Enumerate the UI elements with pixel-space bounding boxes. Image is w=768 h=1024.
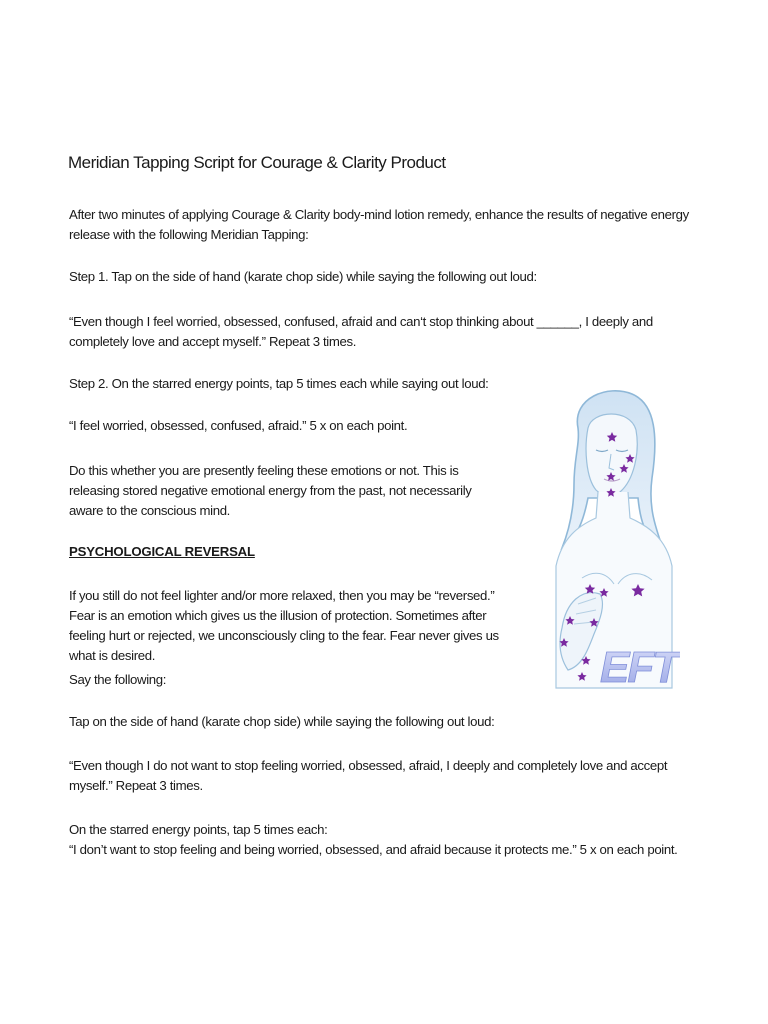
page-title: Meridian Tapping Script for Courage & Clarity Product (68, 153, 446, 172)
quote1-paragraph: “Even though I feel worried, obsessed, confused, afraid and can‘t stop thinking about ______, I deeply and completely love and accept myself.” Repeat 3 times. (69, 314, 653, 349)
say-following-text: Say the following: (69, 672, 167, 687)
step2-paragraph: Step 2. On the starred energy points, tap 5 times each while saying out loud: (69, 376, 489, 391)
starred-points-text: On the starred energy points, tap 5 times each: (69, 822, 328, 837)
intro-paragraph: After two minutes of applying Courage & Clarity body-mind lotion remedy, enhance the results of negative energy release with the following Meridian Tapping: (69, 207, 689, 242)
reversal-heading: PSYCHOLOGICAL REVERSAL (69, 544, 255, 559)
reversal-paragraph: If you still do not feel lighter and/or more relaxed, then you may be “reversed.” Fear is an emotion which gives us the illusion of protection. Sometimes after feeling hurt or rejected, we unconsciously cling to the fear. Fear never gives us what is desired. (69, 588, 499, 663)
eft-figure (548, 388, 680, 694)
eft-logo-text: EFT (600, 643, 678, 692)
note-paragraph: Do this whether you are presently feeling these emotions or not. This is releasing stored negative emotional energy from the past, not necessarily aware to the conscious mind. (69, 463, 472, 518)
step1-paragraph: Step 1. Tap on the side of hand (karate chop side) while saying the following out loud: (69, 269, 537, 284)
quote4-paragraph: “I don’t want to stop feeling and being worried, obsessed, and afraid because it protects me.” 5 x on each point. (69, 842, 678, 857)
tap-side-paragraph: Tap on the side of hand (karate chop side) while saying the following out loud: (69, 714, 495, 729)
quote2-paragraph: “I feel worried, obsessed, confused, afraid.” 5 x on each point. (69, 418, 408, 433)
eft-woman-illustration-icon (548, 388, 680, 694)
quote3-paragraph: “Even though I do not want to stop feeling worried, obsessed, afraid, I deeply and completely love and accept myself.” Repeat 3 times. (69, 758, 668, 793)
